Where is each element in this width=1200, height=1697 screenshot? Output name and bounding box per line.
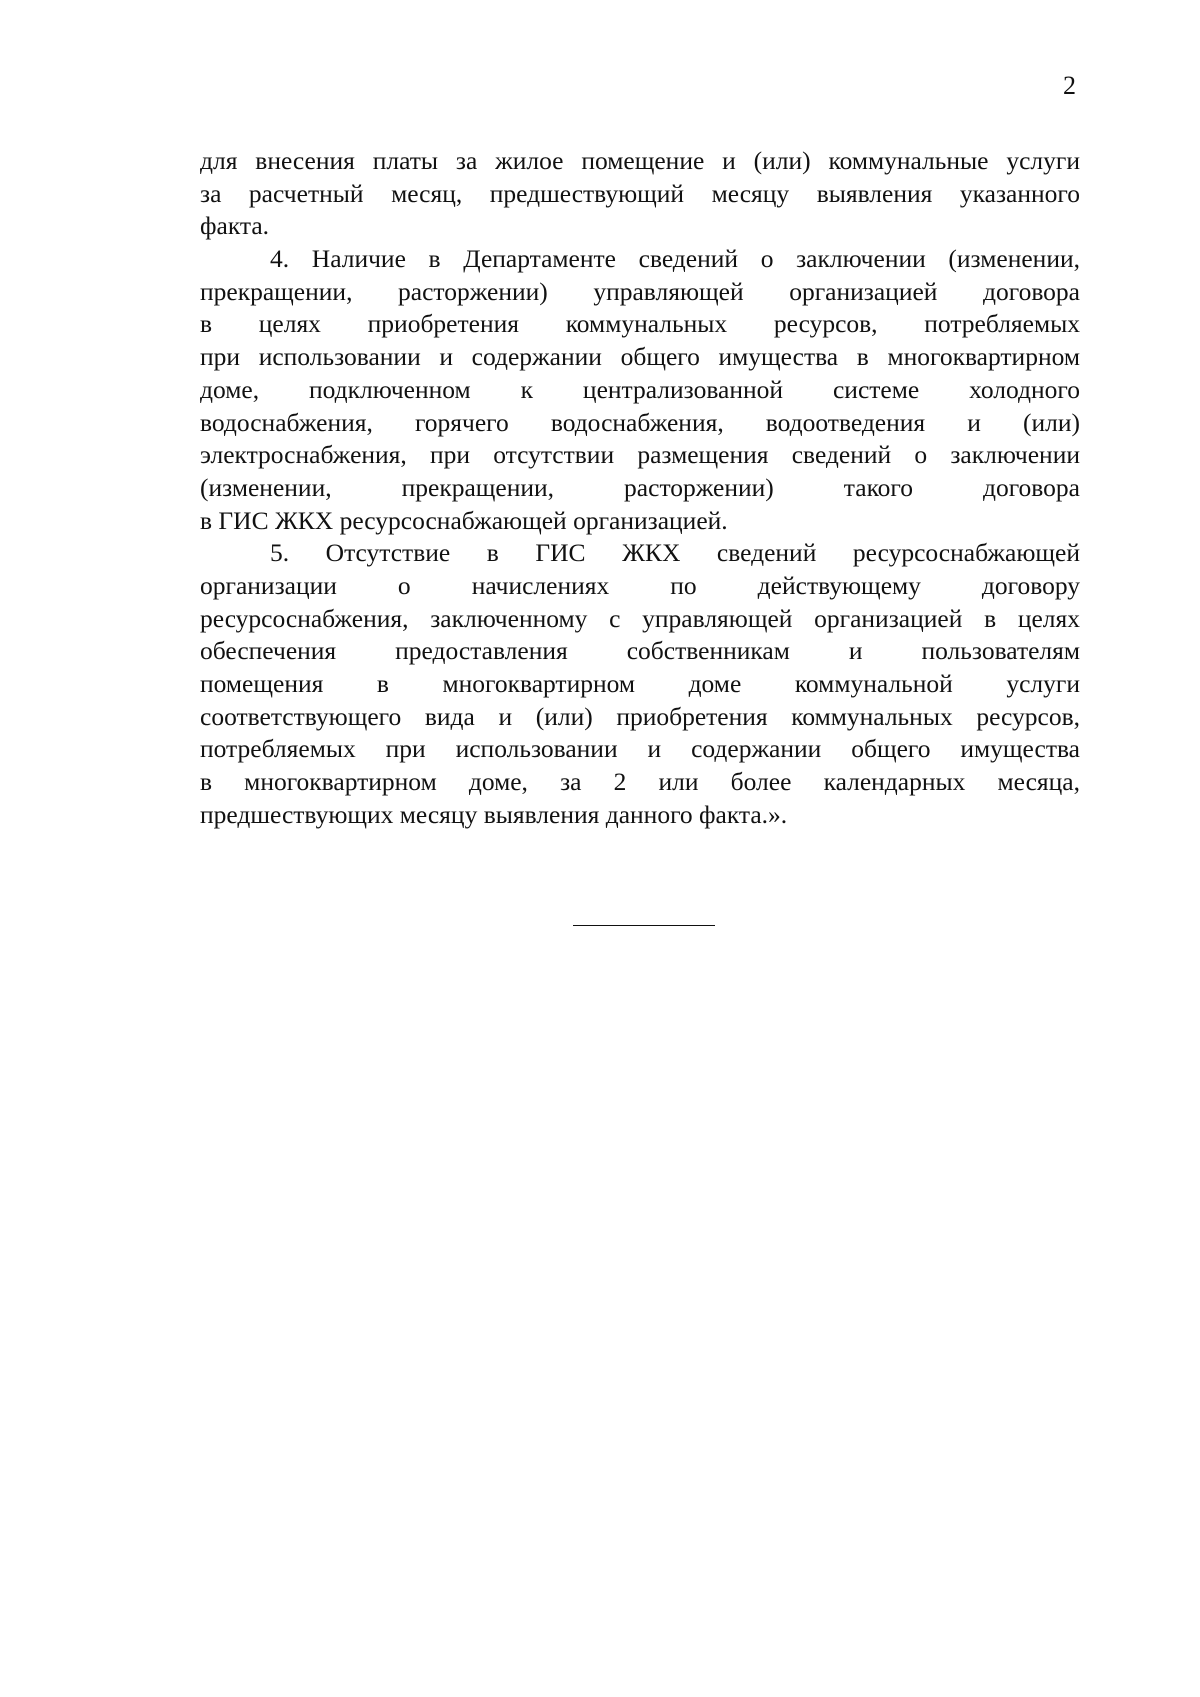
text-line: при использовании и содержании общего имущества в многоквартирном: [200, 342, 1080, 372]
end-of-text-rule: [573, 925, 715, 926]
text-line: прекращении, расторжении) управляющей организацией договора: [200, 276, 1080, 306]
text-line: (изменении, прекращении, расторжении) такого договора: [200, 472, 1080, 502]
text-line: предшествующих месяцу выявления данного факта.».: [200, 799, 788, 829]
text-line: ресурсоснабжения, заключенному с управляющей организацией в целях: [200, 603, 1080, 633]
document-body: [200, 145, 1080, 831]
text-line: в многоквартирном доме, за 2 или более календарных месяца,: [200, 767, 1080, 797]
page-number: 2: [1063, 71, 1076, 100]
text-line: для внесения платы за жилое помещение и (или) коммунальные услуги: [200, 146, 1080, 175]
text-line: в ГИС ЖКХ ресурсоснабжающей организацией.: [200, 505, 728, 535]
text-line: электроснабжения, при отсутствии размещения сведений о заключении: [200, 440, 1080, 470]
text-line: потребляемых при использовании и содержании общего имущества: [200, 734, 1080, 764]
text-line: обеспечения предоставления собственникам и пользователям: [200, 636, 1080, 666]
text-line: 4. Наличие в Департаменте сведений о заключении (изменении,: [270, 244, 1080, 274]
text-line: за расчетный месяц, предшествующий месяцу выявления указанного: [200, 178, 1080, 208]
text-line: факта.: [200, 211, 270, 241]
text-line: в целях приобретения коммунальных ресурсов, потребляемых: [200, 309, 1080, 339]
text-line: помещения в многоквартирном доме коммунальной услуги: [200, 669, 1080, 698]
text-line: организации о начислениях по действующему договору: [200, 570, 1080, 600]
text-line: соответствующего вида и (или) приобретения коммунальных ресурсов,: [200, 701, 1080, 731]
text-line: водоснабжения, горячего водоснабжения, водоотведения и (или): [200, 407, 1080, 437]
text-line: 5. Отсутствие в ГИС ЖКХ сведений ресурсоснабжающей: [270, 538, 1080, 568]
text-line: доме, подключенном к централизованной системе холодного: [200, 374, 1080, 404]
